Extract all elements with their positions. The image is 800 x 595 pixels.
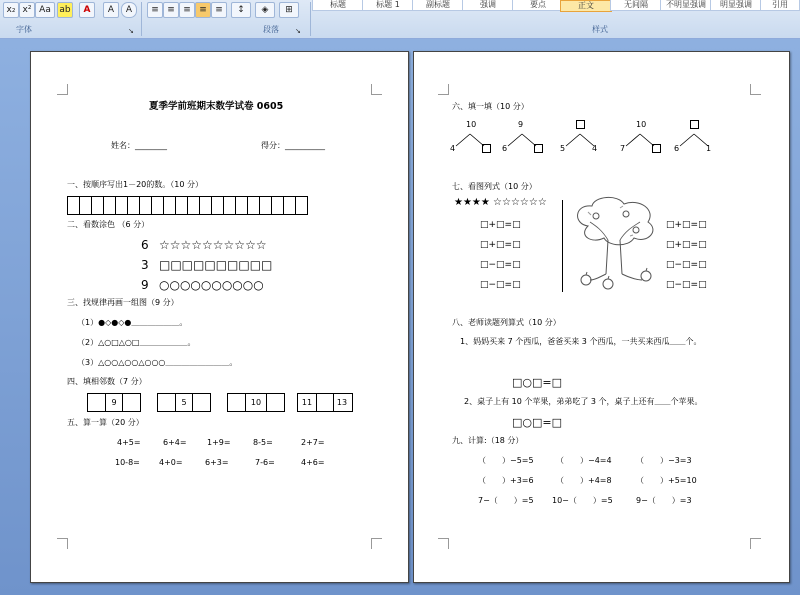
font-group <box>0 0 140 38</box>
equation-blank: □−□=□ <box>666 260 707 270</box>
style-heading1[interactable]: 标题 1 <box>362 0 414 11</box>
fill-item: （ ）+4=8 <box>556 476 612 485</box>
color-row <box>141 278 264 292</box>
style-intense-emphasis[interactable]: 明显强调 <box>710 0 762 11</box>
calc-item: 4+6= <box>301 458 325 467</box>
superscript-button[interactable]: x² <box>19 2 35 18</box>
blank-box <box>482 144 491 153</box>
color-row-number: 9 <box>141 278 149 292</box>
tree-right <box>534 144 543 154</box>
neighbor-value: 13 <box>336 398 348 407</box>
tree-left: 6 <box>674 144 680 153</box>
star-row: ★★★★ ☆☆☆☆☆☆ <box>454 197 547 208</box>
question-3: 三、找规律再画一组图（9 分） <box>67 298 179 307</box>
word-equation-1: □○□=□ <box>512 376 562 389</box>
number-grid <box>68 196 308 215</box>
word-problem-2: 2、桌子上有 10 个苹果，弟弟吃了 3 个，桌子上还有＿＿个苹果。 <box>464 397 703 406</box>
style-subtle-emphasis[interactable]: 不明显强调 <box>660 0 712 11</box>
calc-item: 10-8= <box>115 458 140 467</box>
crop-mark <box>371 538 382 549</box>
equation-blank: □−□=□ <box>480 260 521 270</box>
fill-item: 9−（ ）=3 <box>636 496 692 505</box>
neighbor-box <box>87 393 141 412</box>
crop-mark <box>57 538 68 549</box>
crop-mark <box>750 538 761 549</box>
font-group-label: 字体 <box>16 25 32 34</box>
style-normal[interactable]: 正文 <box>560 0 612 12</box>
neighbor-box <box>227 393 285 412</box>
font-color-button[interactable]: A <box>79 2 95 18</box>
highlight-button[interactable]: ab <box>57 2 73 18</box>
equation-blank: □+□=□ <box>480 240 521 250</box>
tree-top <box>690 120 699 130</box>
distributed-icon[interactable]: ≡ <box>211 2 227 18</box>
tree-top: 9 <box>518 120 524 129</box>
style-title[interactable]: 标题 <box>312 0 364 11</box>
equation-blank: □−□=□ <box>480 280 521 290</box>
fill-item: （ ）+5=10 <box>636 476 697 485</box>
neighbor-box <box>157 393 211 412</box>
pattern-line: （2）△○□△○□＿＿＿＿＿＿。 <box>77 338 196 347</box>
styles-group <box>312 0 800 38</box>
word-problem-1: 1、妈妈买来 7 个西瓜，爸爸买来 3 个西瓜，一共买来西瓜＿＿个。 <box>460 337 702 346</box>
tree-right <box>652 144 661 154</box>
fill-item: （ ）−3=3 <box>636 456 692 465</box>
align-right-icon[interactable]: ≡ <box>179 2 195 18</box>
tree-branches <box>626 134 654 146</box>
change-case-button[interactable]: Aa <box>35 2 55 18</box>
fill-item: （ ）−5=5 <box>478 456 534 465</box>
tree-branches <box>680 134 708 146</box>
styles-group-label: 样式 <box>592 25 608 34</box>
paragraph-group-label: 段落 <box>263 25 279 34</box>
tree-right: 4 <box>592 144 598 153</box>
subscript-button[interactable]: x₂ <box>3 2 19 18</box>
page-1[interactable] <box>30 51 409 583</box>
style-quote[interactable]: 引用 <box>760 0 800 11</box>
equation-blank: □+□=□ <box>480 220 521 230</box>
calc-item: 6+4= <box>163 438 187 447</box>
equation-blank: □+□=□ <box>666 240 707 250</box>
paragraph-group <box>143 0 308 38</box>
apple-tree-illustration <box>568 196 660 292</box>
tree-top <box>576 120 585 130</box>
calc-item: 4+0= <box>159 458 183 467</box>
crop-mark <box>438 538 449 549</box>
calc-item: 6+3= <box>205 458 229 467</box>
tree-branches <box>508 134 536 146</box>
ribbon-separator <box>141 2 142 36</box>
char-shading-button[interactable]: A <box>103 2 119 18</box>
neighbor-value: 9 <box>111 398 117 407</box>
ribbon <box>0 0 800 39</box>
borders-icon[interactable]: ⊞ <box>279 2 299 18</box>
crop-mark <box>438 84 449 95</box>
crop-mark <box>57 84 68 95</box>
fill-item: （ ）−4=4 <box>556 456 612 465</box>
neighbor-value: 10 <box>250 398 262 407</box>
font-dialog-launcher-icon[interactable]: ↘ <box>128 27 134 35</box>
tree-branches <box>566 134 594 146</box>
pattern-line: （3）△○○△○○△○○○＿＿＿＿＿＿＿＿。 <box>77 358 238 367</box>
tree-right: 1 <box>706 144 712 153</box>
neighbor-value: 5 <box>181 398 187 407</box>
color-row-shapes: □□□□□□□□□□ <box>159 258 273 272</box>
calc-item: 1+9= <box>207 438 231 447</box>
page-2[interactable] <box>413 51 790 583</box>
question-8: 八、老师读题列算式（10 分） <box>452 318 561 327</box>
crop-mark <box>750 84 761 95</box>
question-4: 四、填相邻数（7 分） <box>67 377 147 386</box>
divider-line <box>562 200 563 292</box>
crop-mark <box>371 84 382 95</box>
fill-item: （ ）+3=6 <box>478 476 534 485</box>
align-center-icon[interactable]: ≡ <box>163 2 179 18</box>
score-field: 得分：__________ <box>261 141 325 150</box>
calc-item: 4+5= <box>117 438 141 447</box>
grid-cell <box>295 196 308 215</box>
shading-icon[interactable]: ◈ <box>255 2 275 18</box>
question-5: 五、算一算（20 分） <box>67 418 144 427</box>
equation-blank: □+□=□ <box>666 220 707 230</box>
fill-item: 10−（ ）=5 <box>552 496 613 505</box>
question-1: 一、按顺序写出1－20的数。（10 分） <box>67 180 203 189</box>
enclose-char-button[interactable]: A <box>121 2 137 18</box>
question-7: 七、看图列式（10 分） <box>452 182 537 191</box>
line-spacing-icon[interactable]: ↕ <box>231 2 251 18</box>
calc-item: 2+7= <box>301 438 325 447</box>
tree-branches <box>456 134 484 146</box>
style-subtitle[interactable]: 副标题 <box>412 0 464 11</box>
color-row <box>141 258 272 272</box>
style-emphasis[interactable]: 强调 <box>462 0 514 11</box>
blank-box <box>576 120 585 129</box>
word-equation-2: □○□=□ <box>512 416 562 429</box>
paragraph-dialog-launcher-icon[interactable]: ↘ <box>295 27 301 35</box>
name-field: 姓名：________ <box>111 141 167 150</box>
tree-left: 6 <box>502 144 508 153</box>
tree-left: 5 <box>560 144 566 153</box>
pattern-line: （1）●◇●◇●＿＿＿＿＿＿。 <box>77 318 188 327</box>
fill-item: 7−（ ）=5 <box>478 496 534 505</box>
calc-item: 8-5= <box>253 438 273 447</box>
question-6: 六、填一填（10 分） <box>452 102 529 111</box>
tree-top: 10 <box>466 120 477 129</box>
color-row-number: 3 <box>141 258 149 272</box>
align-left-icon[interactable]: ≡ <box>147 2 163 18</box>
equation-blank: □−□=□ <box>666 280 707 290</box>
color-row-number: 6 <box>141 238 149 252</box>
calc-item: 7-6= <box>255 458 275 467</box>
color-row-shapes: ☆☆☆☆☆☆☆☆☆☆ <box>159 238 267 252</box>
ribbon-separator <box>310 2 311 36</box>
exam-title: 夏季学前班期末数学试卷 0605 <box>149 101 284 112</box>
blank-box <box>534 144 543 153</box>
style-no-spacing[interactable]: 无间隔 <box>610 0 662 11</box>
color-row <box>141 238 267 252</box>
tree-top: 10 <box>636 120 647 129</box>
question-2: 二、看数涂色 （6 分） <box>67 220 150 229</box>
justify-icon[interactable]: ≡ <box>195 2 211 18</box>
question-9: 九、计算:（18 分） <box>452 436 524 445</box>
style-strong[interactable]: 要点 <box>512 0 564 11</box>
neighbor-box <box>297 393 353 412</box>
tree-left: 7 <box>620 144 626 153</box>
neighbor-value: 11 <box>301 398 313 407</box>
blank-box <box>652 144 661 153</box>
tree-right <box>482 144 491 154</box>
tree-left: 4 <box>450 144 456 153</box>
blank-box <box>690 120 699 129</box>
color-row-shapes: ○○○○○○○○○○ <box>159 278 264 292</box>
